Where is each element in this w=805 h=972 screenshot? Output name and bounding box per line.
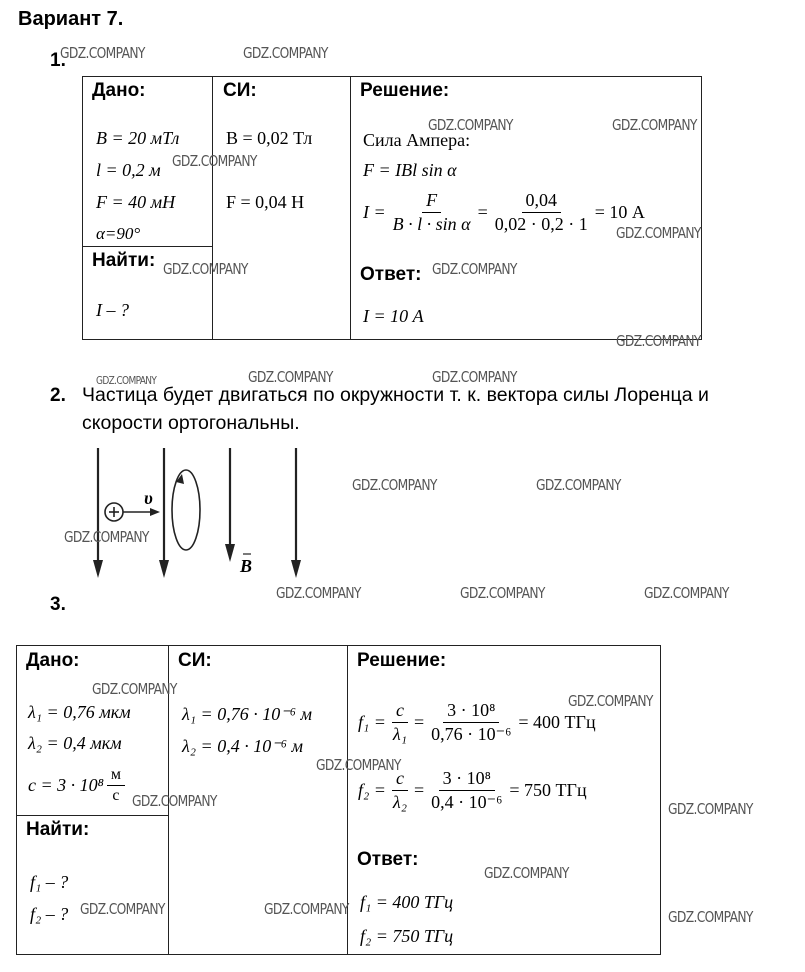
watermark: GDZ.COMPANY [316, 756, 401, 774]
watermark: GDZ.COMPANY [568, 692, 653, 710]
watermark: GDZ.COMPANY [612, 116, 697, 134]
field-line-4 [291, 448, 301, 578]
field-label: B [240, 556, 253, 576]
page-title: Вариант 7. [18, 8, 124, 30]
f2-denominator: 0,4 · 10⁻⁶ [431, 792, 503, 812]
watermark: GDZ.COMPANY [163, 260, 248, 278]
magnetic-field-diagram [88, 446, 318, 586]
watermark: GDZ.COMPANY [243, 44, 328, 62]
f1-calculation [358, 700, 596, 745]
f1-eq: = [413, 712, 425, 732]
f2-left: f₂ = [358, 780, 386, 800]
unit-numerator: м [107, 766, 125, 786]
answer-value: f₁ = 400 ТГц [360, 892, 454, 912]
law-label: Сила Ампера: [363, 130, 471, 150]
si-header: СИ: [178, 650, 212, 671]
field-line-1 [93, 448, 103, 578]
si-header: СИ: [223, 80, 257, 101]
si-item: F = 0,04 Н [226, 192, 305, 212]
calc-result: = 10 А [594, 202, 645, 222]
watermark: GDZ.COMPANY [668, 800, 753, 818]
given-item: B = 20 мТл [96, 128, 180, 148]
given-item: l = 0,2 м [96, 160, 161, 180]
given-item: λ₁ = 0,76 мкм [28, 702, 131, 722]
find-item: f₂ – ? [30, 904, 69, 924]
f2-denominator: λ₂ [392, 792, 407, 812]
field-line-2 [159, 448, 169, 578]
answer-header: Ответ: [357, 849, 419, 870]
watermark: GDZ.COMPANY [60, 44, 145, 62]
watermark: GDZ.COMPANY [64, 528, 149, 546]
watermark: GDZ.COMPANY [644, 584, 729, 602]
find-header: Найти: [92, 250, 156, 271]
watermark: GDZ.COMPANY [432, 368, 517, 386]
si-item: λ₁ = 0,76 · 10⁻⁶ м [182, 704, 312, 724]
watermark: GDZ.COMPANY [96, 374, 157, 387]
given-item-c [28, 766, 128, 805]
given-header: Дано: [92, 80, 146, 101]
f2-numerator: c [392, 768, 408, 791]
f1-numerator: c [392, 700, 408, 723]
answer-value: f₂ = 750 ТГц [360, 926, 454, 946]
f2-result: = 750 ТГц [509, 780, 587, 800]
watermark: GDZ.COMPANY [264, 900, 349, 918]
si-item: λ₂ = 0,4 · 10⁻⁶ м [182, 736, 303, 756]
table-divider [350, 76, 351, 340]
find-header: Найти: [26, 819, 90, 840]
calc-numerator: F [422, 190, 441, 213]
unit-denominator: с [112, 787, 120, 804]
table-divider [82, 246, 213, 247]
answer-value: I = 10 А [363, 306, 424, 326]
calc-numerator: 0,04 [522, 190, 562, 213]
problem-2-text-line2: скорости ортогональны. [82, 412, 300, 434]
table-divider [16, 815, 169, 816]
answer-header: Ответ: [360, 264, 422, 285]
watermark: GDZ.COMPANY [616, 224, 701, 242]
velocity-arrow [123, 508, 160, 516]
given-item: α=90° [96, 224, 141, 243]
si-item: B = 0,02 Тл [226, 128, 313, 148]
given-item: λ₂ = 0,4 мкм [28, 733, 122, 753]
problem-2-number: 2. [50, 385, 66, 406]
velocity-label: υ [144, 488, 153, 508]
calc-eq: = [477, 202, 488, 222]
table-divider [212, 76, 213, 340]
field-line-3 [225, 448, 235, 562]
watermark: GDZ.COMPANY [484, 864, 569, 882]
formula: F = IBl sin α [363, 160, 457, 180]
watermark: GDZ.COMPANY [172, 152, 257, 170]
watermark: GDZ.COMPANY [668, 908, 753, 926]
calc-denominator: 0,02 · 0,2 · 1 [494, 214, 588, 234]
watermark: GDZ.COMPANY [536, 476, 621, 494]
charge-icon [105, 503, 123, 521]
particle-orbit [172, 470, 200, 550]
watermark: GDZ.COMPANY [428, 116, 513, 134]
watermark: GDZ.COMPANY [616, 332, 701, 350]
calc-denominator: B · l · sin α [392, 214, 471, 234]
problem-1-number: 1. [50, 50, 66, 71]
problem-2-text-line1: Частица будет двигаться по окружности т. к. вектора силы Лоренца и [82, 384, 709, 406]
given-c-value: c = 3 · 10⁸ [28, 775, 104, 795]
problem-3-number: 3. [50, 594, 66, 615]
watermark: GDZ.COMPANY [352, 476, 437, 494]
watermark: GDZ.COMPANY [248, 368, 333, 386]
find-item: f₁ – ? [30, 872, 69, 892]
f2-calculation [358, 768, 587, 813]
f1-denominator: 0,76 · 10⁻⁶ [431, 724, 512, 744]
f2-eq: = [413, 780, 425, 800]
watermark: GDZ.COMPANY [80, 900, 165, 918]
solution-header: Решение: [357, 650, 447, 671]
find-item: I – ? [96, 300, 129, 320]
f2-numerator: 3 · 10⁸ [439, 768, 495, 791]
f1-result: = 400 ТГц [518, 712, 596, 732]
f1-denominator: λ₁ [392, 724, 407, 744]
watermark: GDZ.COMPANY [432, 260, 517, 278]
watermark: GDZ.COMPANY [460, 584, 545, 602]
solution-header: Решение: [360, 80, 450, 101]
calc-left: I = [363, 202, 386, 222]
given-item: F = 40 мН [96, 192, 176, 212]
calculation [363, 190, 645, 235]
watermark: GDZ.COMPANY [276, 584, 361, 602]
given-header: Дано: [26, 650, 80, 671]
f1-numerator: 3 · 10⁸ [443, 700, 499, 723]
f1-left: f₁ = [358, 712, 386, 732]
watermark: GDZ.COMPANY [132, 792, 217, 810]
watermark: GDZ.COMPANY [92, 680, 177, 698]
